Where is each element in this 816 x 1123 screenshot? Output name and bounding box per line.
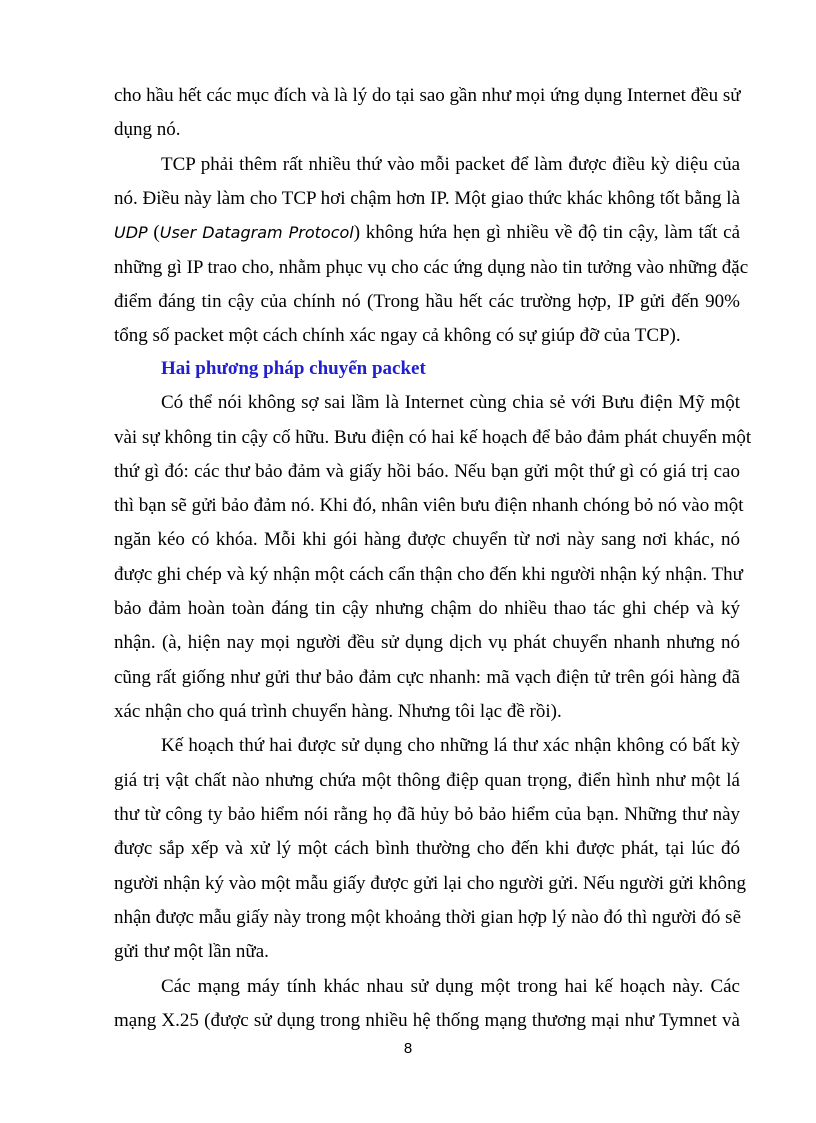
p3-line-1: Có thể nói không sợ sai lầm là Internet cùng chia sẻ với Bưu điện Mỹ một	[161, 392, 740, 413]
p3-line-2: vài sự không tin cậy cố hữu. Bưu điện có hai kế hoạch để bảo đảm phát chuyển một	[114, 427, 752, 448]
p4-line-1: Kế hoạch thứ hai được sử dụng cho những lá thư xác nhận không có bất kỳ	[161, 735, 740, 756]
p2-line-3: UDP (User Datagram Protocol) không hứa hẹn gì nhiều về độ tin cậy, làm tất cả	[114, 222, 741, 243]
p4-line-4: được sắp xếp và xử lý một cách bình thường cho đến khi được phát, tại lúc đó	[114, 838, 740, 859]
p3-line-10: xác nhận cho quá trình chuyển hàng. Nhưng tôi lạc đề rồi).	[114, 701, 562, 722]
p3-line-4: thì bạn sẽ gửi bảo đảm nó. Khi đó, nhân viên bưu điện nhanh chóng bỏ nó vào một	[114, 495, 744, 516]
p3-line-5: ngăn kéo có khóa. Mỗi khi gói hàng được chuyển từ nơi này sang nơi khác, nó	[114, 529, 740, 550]
p1-line-2: dụng nó.	[114, 119, 181, 140]
p2-line-5: điểm đáng tin cậy của chính nó (Trong hầu hết các trường hợp, IP gửi đến 90%	[114, 291, 740, 312]
p5-line-1: Các mạng máy tính khác nhau sử dụng một trong hai kế hoạch này. Các	[161, 976, 740, 997]
p3-line-9: cũng rất giống như gửi thư bảo đảm cực nhanh: mã vạch điện tử trên gói hàng đã	[114, 667, 740, 688]
udp-term: UDP	[114, 223, 148, 242]
p2-line-6: tổng số packet một cách chính xác ngay cả không có sự giúp đỡ của TCP).	[114, 325, 681, 346]
p4-line-6: nhận được mẫu giấy này trong một khoảng thời gian hợp lý nào đó thì người đó sẽ	[114, 907, 741, 928]
p3-line-8: nhận. (à, hiện nay mọi người đều sử dụng dịch vụ phát chuyển nhanh nhưng nó	[114, 632, 740, 653]
p2-line-4: những gì IP trao cho, nhằm phục vụ cho các ứng dụng nào tin tưởng vào những đặc	[114, 257, 749, 278]
p3-line-3: thứ gì đó: các thư bảo đảm và giấy hồi báo. Nếu bạn gửi một thứ gì có giá trị cao	[114, 461, 740, 482]
p4-line-2: giá trị vật chất nào nhưng chứa một thông điệp quan trọng, điển hình như một lá	[114, 770, 740, 791]
udp-expansion: User Datagram Protocol	[159, 223, 354, 242]
p4-line-7: gửi thư một lần nữa.	[114, 941, 269, 962]
p5-line-2: mạng X.25 (được sử dụng trong nhiều hệ thống mạng thương mại như Tymnet và	[114, 1010, 740, 1031]
p4-line-3: thư từ công ty bảo hiểm nói rằng họ đã hủy bỏ bảo hiểm của bạn. Những thư này	[114, 804, 740, 825]
p2-line-1: TCP phải thêm rất nhiều thứ vào mỗi packet để làm được điều kỳ diệu của	[161, 154, 740, 175]
p2-line-2: nó. Điều này làm cho TCP hơi chậm hơn IP. Một giao thức khác không tốt bằng là	[114, 188, 740, 209]
p4-line-5: người nhận ký vào một mẫu giấy được gửi lại cho người gửi. Nếu người gửi không	[114, 873, 747, 894]
section-heading: Hai phương pháp chuyển packet	[161, 358, 426, 379]
p3-line-7: bảo đảm hoàn toàn đáng tin cậy nhưng chậm do nhiều thao tác ghi chép và ký	[114, 598, 740, 619]
p1-line-1: cho hầu hết các mục đích và là lý do tại sao gần như mọi ứng dụng Internet đều sử	[114, 85, 741, 106]
page-number: 8	[403, 1040, 413, 1057]
p3-line-6: được ghi chép và ký nhận một cách cẩn thận cho đến khi người nhận ký nhận. Thư	[114, 564, 743, 585]
